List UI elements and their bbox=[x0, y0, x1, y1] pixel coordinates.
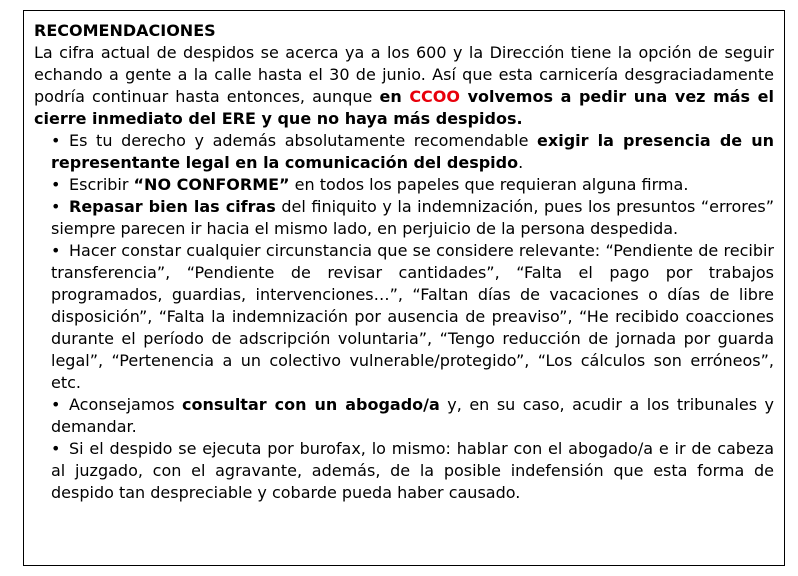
intro-bold-start: en bbox=[379, 87, 410, 106]
list-item bbox=[34, 240, 774, 394]
list-item bbox=[34, 196, 774, 240]
recommendation-list bbox=[34, 130, 774, 504]
item-bold-text: consultar con un abogado/a bbox=[182, 395, 440, 414]
list-item bbox=[34, 130, 774, 174]
item-text: Es tu derecho y además absolutamente recomendable bbox=[69, 131, 538, 150]
item-text: Hacer constar cualquier circunstancia que se considere relevante: “Pendiente de recibir transferencia”, “Pendiente de revisar cantidades”, “Falta el pago por trabajos programados, guardias, intervenciones…”, “Faltan días de vacaciones o días de libre disposición”, “Falta la indemnización por ausencia de preaviso”, “He recibido coacciones durante el período de adscripción voluntaria”, “Tengo reducción de jornada por guarda legal”, “Pertenencia a un colectivo vulnerable/protegido”, “Los cálculos son erróneos”, etc. bbox=[51, 241, 774, 392]
intro-text: La cifra actual de despidos se acerca ya a los 600 y la Dirección tiene la opción de seguir echando a gente a la calle hasta el 30 de junio. Así que esta carnicería desgraciadamente podría continuar hasta entonces, aunque bbox=[34, 43, 774, 106]
item-text-end: . bbox=[518, 153, 524, 172]
list-item bbox=[34, 438, 774, 504]
union-name: CCOO bbox=[409, 87, 460, 106]
item-text-end: en todos los papeles que requieran alguna firma. bbox=[289, 175, 689, 194]
bullet-icon: • bbox=[51, 175, 61, 194]
intro-paragraph bbox=[34, 42, 774, 130]
bullet-icon: • bbox=[51, 395, 61, 414]
item-text-end: del finiquito y la indemnización, pues los presuntos “errores” siempre parecen ir hacia el mismo lado, en perjuicio de la persona despedida. bbox=[51, 197, 775, 238]
bullet-icon: • bbox=[51, 197, 61, 216]
item-text: Aconsejamos bbox=[69, 395, 183, 414]
list-item bbox=[34, 174, 774, 196]
item-bold-text: “NO CONFORME” bbox=[133, 175, 290, 194]
recommendations-box bbox=[23, 10, 785, 566]
section-title: RECOMENDACIONES bbox=[34, 21, 216, 40]
bullet-icon: • bbox=[51, 241, 61, 260]
list-item bbox=[34, 394, 774, 438]
bullet-icon: • bbox=[51, 439, 61, 458]
item-bold-text: Repasar bien las cifras bbox=[69, 197, 276, 216]
item-text: Escribir bbox=[69, 175, 134, 194]
item-text: Si el despido se ejecuta por burofax, lo mismo: hablar con el abogado/a e ir de cabeza al juzgado, con el agravante, además, de la posible indefensión que esta forma de despido tan despreciable y cobarde pueda haber causado. bbox=[51, 439, 774, 502]
intro-bold-end: volvemos a pedir una vez más el cierre inmediato del ERE y que no haya más despidos. bbox=[34, 87, 775, 128]
item-bold-text: exigir la presencia de un representante legal en la comunicación del despido bbox=[51, 131, 775, 172]
bullet-icon: • bbox=[51, 131, 61, 150]
item-text-end: y, en su caso, acudir a los tribunales y demandar. bbox=[51, 395, 774, 436]
